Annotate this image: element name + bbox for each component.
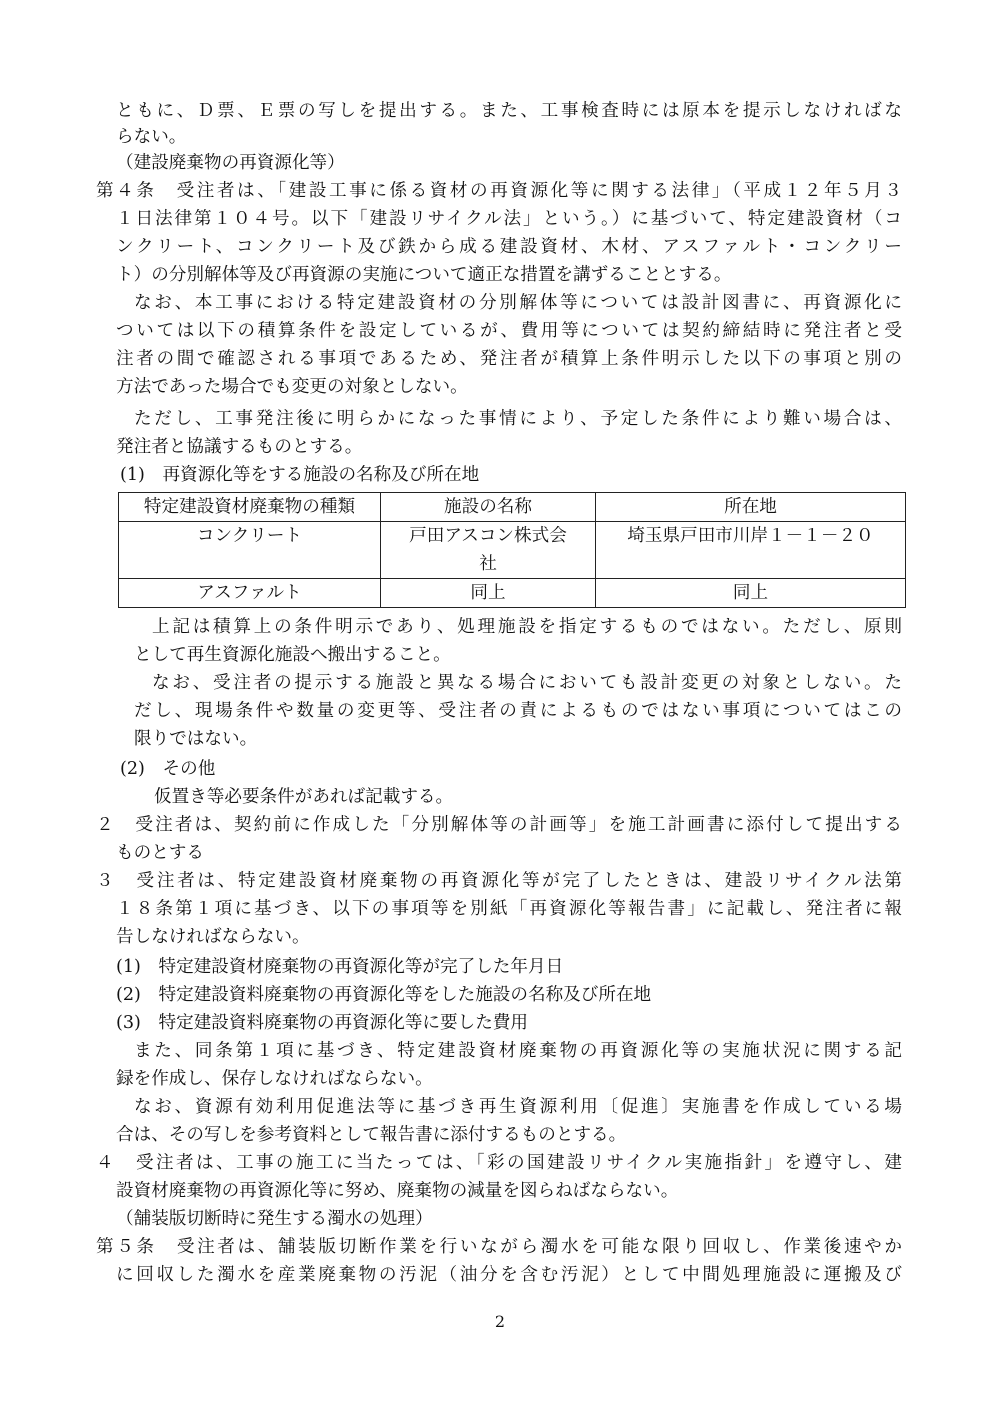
paragraph-line: 注者の間で確認される事項であるため、発注者が積算上条件明示した以下の事項と別の (116, 349, 902, 369)
table-cell: アスファルト (119, 579, 381, 608)
clause-3-line: ３ 受注者は、特定建設資材廃棄物の再資源化等が完了したときは、建設リサイクル法第 (96, 871, 902, 891)
paragraph-line: 限りではない。 (134, 729, 258, 749)
table-header-cell: 特定建設資材廃棄物の種類 (119, 493, 381, 522)
paragraph-line: なお、本工事における特定建設資材の分別解体等については設計図書に、再資源化に (134, 293, 902, 313)
paragraph-line: だし、現場条件や数量の変更等、受注者の責によるものではない事項についてはこの (134, 701, 902, 721)
list-item: (3) 特定建設資料廃棄物の再資源化等に要した費用 (116, 1013, 528, 1033)
table-cell: 戸田アスコン株式会 社 (381, 522, 596, 579)
article-4-line: 第４条 受注者は、「建設工事に係る資材の再資源化等に関する法律」（平成１２年５月３ (96, 181, 902, 201)
table-header-cell: 所在地 (596, 493, 906, 522)
list-item: (2) 特定建設資料廃棄物の再資源化等をした施設の名称及び所在地 (116, 985, 652, 1005)
page-number: 2 (494, 1312, 506, 1331)
clause-4-line: 設資材廃棄物の再資源化等に努め、廃棄物の減量を図らねばならない。 (116, 1181, 679, 1201)
paragraph-line: として再生資源化施設へ搬出すること。 (134, 645, 451, 665)
facility-table (118, 492, 906, 608)
paragraph-line: らない。 (116, 127, 187, 147)
paragraph-line: 合は、その写しを参考資料として報告書に添付するものとする。 (116, 1125, 627, 1145)
paragraph-line: ただし、工事発注後に明らかになった事情により、予定した条件により難い場合は、 (134, 409, 902, 429)
table-cell: 同上 (381, 579, 596, 608)
table-cell: コンクリート (119, 522, 381, 579)
article-5-line: に回収した濁水を産業廃棄物の汚泥（油分を含む汚泥）として中間処理施設に運搬及び (116, 1265, 902, 1285)
clause-4-line: ４ 受注者は、工事の施工に当たっては、「彩の国建設リサイクル実施指針」を遵守し、建 (96, 1153, 902, 1173)
paragraph-line: 発注者と協議するものとする。 (116, 437, 363, 457)
list-item: (1) 再資源化等をする施設の名称及び所在地 (120, 465, 480, 485)
article-4-line: ンクリート、コンクリート及び鉄から成る建設資材、木材、アスファルト・コンクリー (116, 237, 902, 257)
clause-2-line: ２ 受注者は、契約前に作成した「分別解体等の計画等」を施工計画書に添付して提出する (96, 815, 902, 835)
section-heading: （舗装版切断時に発生する濁水の処理） (116, 1209, 433, 1229)
table-cell: 同上 (596, 579, 906, 608)
clause-2-line: ものとする (116, 843, 204, 863)
table-cell: 埼玉県戸田市川岸１－１－２０ (596, 522, 906, 579)
article-5-line: 第５条 受注者は、舗装版切断作業を行いながら濁水を可能な限り回収し、作業後速やか (96, 1237, 902, 1257)
paragraph-line: また、同条第１項に基づき、特定建設資材廃棄物の再資源化等の実施状況に関する記 (134, 1041, 902, 1061)
paragraph-line: ともに、Ｄ票、Ｅ票の写しを提出する。また、工事検査時には原本を提示しなければな (116, 101, 902, 121)
table-row (119, 579, 906, 608)
clause-3-line: １８条第１項に基づき、以下の事項等を別紙「再資源化等報告書」に記載し、発注者に報 (116, 899, 902, 919)
table-row (119, 522, 906, 579)
paragraph-line: なお、資源有効利用促進法等に基づき再生資源利用〔促進〕実施書を作成している場 (134, 1097, 902, 1117)
paragraph-line: 上記は積算上の条件明示であり、処理施設を指定するものではない。ただし、原則 (152, 617, 902, 637)
list-item: (1) 特定建設資材廃棄物の再資源化等が完了した年月日 (116, 957, 564, 977)
article-4-line: １日法律第１０４号。以下「建設リサイクル法」という。）に基づいて、特定建設資材（コ (116, 209, 902, 229)
paragraph-line: 録を作成し、保存しなければならない。 (116, 1069, 433, 1089)
clause-3-line: 告しなければならない。 (116, 927, 310, 947)
list-item: (2) その他 (120, 759, 216, 779)
paragraph-line: 仮置き等必要条件があれば記載する。 (154, 787, 454, 807)
table-header-row (119, 493, 906, 522)
paragraph-line: ついては以下の積算条件を設定しているが、費用等については契約締結時に発注者と受 (116, 321, 902, 341)
article-4-line: ト）の分別解体等及び再資源の実施について適正な措置を講ずることとする。 (116, 265, 732, 285)
table-header-cell: 施設の名称 (381, 493, 596, 522)
paragraph-line: 方法であった場合でも変更の対象としない。 (116, 377, 468, 397)
paragraph-line: なお、受注者の提示する施設と異なる場合においても設計変更の対象としない。た (152, 673, 902, 693)
section-heading: （建設廃棄物の再資源化等） (116, 153, 345, 173)
